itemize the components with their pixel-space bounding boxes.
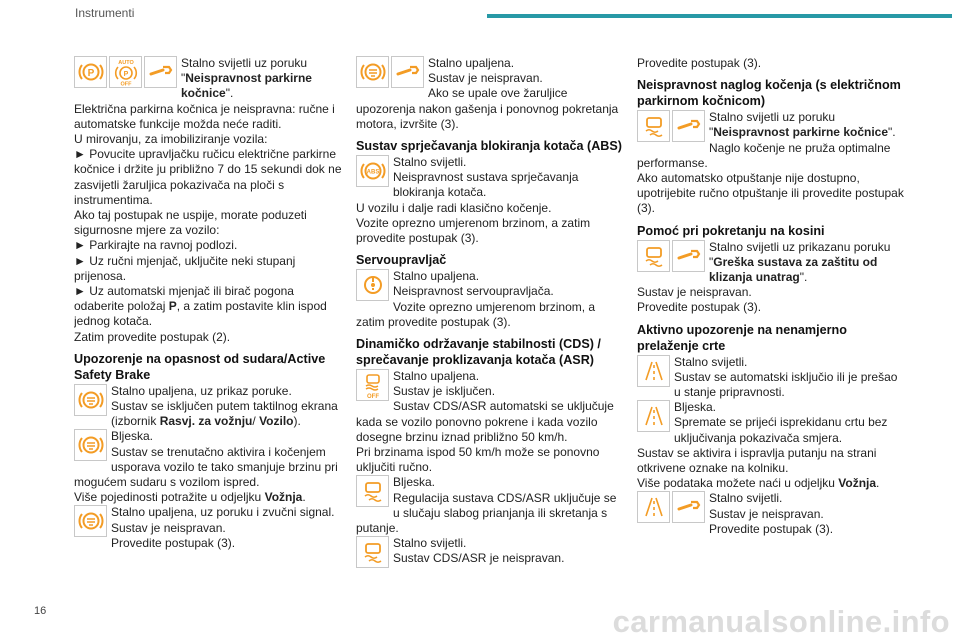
asb-fault-item: Stalno upaljena, uz poruku i zvučni signal. Sustav je neispravan. Provedite postupak (3). bbox=[74, 505, 342, 551]
lane-departure-icon bbox=[637, 400, 670, 432]
asb-flash-item: Bljeska. Sustav se trenutačno aktivira i kočenjem usporava vozilo te tako smanjuje brzinu pri mogućem sudaru s vozilom ispred. Više pojedinosti potražite u odjeljku Vožnja. bbox=[74, 429, 338, 505]
dsc-skid-icon bbox=[637, 110, 670, 142]
header-accent-bar bbox=[487, 14, 952, 18]
watermark: carmanualsonline.info bbox=[612, 604, 950, 639]
active-safety-brake-icon bbox=[74, 505, 107, 537]
wrench-icon bbox=[672, 240, 705, 272]
heading-lane-departure: Aktivno upozorenje na nenamjerno prelaženje crte bbox=[637, 322, 847, 353]
column-3 bbox=[637, 56, 905, 537]
svg-text:OFF: OFF bbox=[120, 81, 131, 86]
column-1 bbox=[74, 56, 342, 551]
column-2 bbox=[356, 56, 624, 569]
heading-collision-alert: Upozorenje na opasnost od sudara/Active Safety Brake bbox=[74, 351, 326, 382]
wrench-icon bbox=[672, 110, 705, 142]
dsc-flash-item: Bljeska. Regulacija sustava CDS/ASR uključuje se u slučaju slabog prianjanja ili skretanja s putanje. bbox=[356, 475, 617, 536]
dsc-off-item: OFF Stalno upaljena. Sustav je isključen. Sustav CDS/ASR automatski se uključuje kada se vozilo ponovno pokrene i kada vozilo dosegne brzinu iznad približno 50 km/h. Pri brzinama ispod 50 km/h može se ponovno uključiti ručno. bbox=[356, 369, 614, 475]
section-header: Instrumenti bbox=[75, 6, 135, 20]
page-number: 16 bbox=[34, 605, 47, 617]
lane-departure-icon bbox=[637, 355, 670, 387]
abs-item: ABS Stalno svijetli. Neispravnost sustava sprječavanja blokiranja kotača. U vozilu i dalje radi klasično kočenje. Vozite oprezno umjerenom brzinom, a zatim provedite postupak (3). bbox=[356, 155, 591, 246]
active-safety-brake-icon bbox=[74, 384, 107, 416]
epb-fault-item: P AUTO P OFF Stalno svijetli uz poruku "Neispravnost parkirne kočnice". Električna parkirna kočnica je neispravna: ručne i automatske funkcije možda neće raditi. U mirovanju, za imobiliziranje vozila: ► Povucite upravljačku ručicu električne parkirne kočnice i držite ju približno 7 do 15 sekundi dok ne zasvijetli žaruljica pokazivača na ploči s instrumentima. Ako taj postupak ne uspije, morate poduzeti sigurnosne mjere za vozilo: ► Parkirajte na ravnoj podlozi. ► Uz ručni mjenjač, uključite neki stupanj prijenosa. ► Uz automatski mjenjač ili birač pogona odaberite položaj P, a zatim postavite klin ispod jednog kotača. Zatim provedite postupak (2). bbox=[74, 56, 342, 344]
lane-departure-icon bbox=[637, 491, 670, 523]
parking-brake-p-icon bbox=[74, 56, 107, 88]
wrench-icon bbox=[144, 56, 177, 88]
dsc-skid-icon bbox=[356, 536, 389, 568]
lane-flash-item: Bljeska. Spremate se prijeći isprekidanu crtu bez uključivanja pokazivača smjera. Sustav se aktivira i ispravlja putanju na strani otkrivene oznake na kolniku. Više podataka možete naći u odjeljku Vožnja. bbox=[637, 400, 888, 491]
intro-text: Provedite postupak (3). bbox=[637, 56, 762, 70]
svg-text:OFF: OFF bbox=[366, 394, 379, 400]
svg-text:P: P bbox=[123, 71, 128, 78]
wrench-icon bbox=[391, 56, 424, 88]
active-safety-brake-icon bbox=[74, 429, 107, 461]
wrench-icon bbox=[672, 491, 705, 523]
dsc-fault-item: Stalno svijetli. Sustav CDS/ASR je neispravan. bbox=[356, 536, 624, 569]
dsc-skid-icon bbox=[637, 240, 670, 272]
asb-on-item: Stalno upaljena, uz prikaz poruke. Sustav se isključen putem taktilnog ekrana (izbornik Rasvj. za vožnju/ Vozilo). bbox=[74, 384, 342, 430]
heading-dsc-asr: Dinamičko održavanje stabilnosti (CDS) / sprečavanje proklizavanja kotača (ASR) bbox=[356, 337, 601, 368]
svg-text:ABS: ABS bbox=[366, 169, 379, 176]
brake-system-icon bbox=[356, 56, 389, 88]
heading-hill-start: Pomoć pri pokretanju na kosini bbox=[637, 223, 825, 238]
dsc-off-icon bbox=[356, 369, 389, 401]
brake-fault-item: Stalno upaljena. Sustav je neispravan. Ako se upale ove žaruljice upozorenja nakon gašenja i ponovnog pokretanja motora, izvršite (3). bbox=[356, 56, 619, 131]
abs-icon bbox=[356, 155, 389, 187]
heading-abs: Sustav sprječavanja blokiranja kotača (ABS) bbox=[356, 139, 622, 154]
svg-text:AUTO: AUTO bbox=[117, 60, 134, 66]
lane-standby-item: Stalno svijetli. Sustav se automatski isključio ili je prešao u stanje pripravnosti. bbox=[637, 355, 905, 401]
heading-power-steering: Servoupravljač bbox=[356, 253, 447, 268]
lane-fault-item: Stalno svijetli. Sustav je neispravan. Provedite postupak (3). bbox=[637, 491, 905, 537]
power-steering-item: Stalno upaljena. Neispravnost servoupravljača. Vozite oprezno umjerenom brzinom, a zatim provedite postupak (3). bbox=[356, 269, 596, 329]
dsc-skid-icon bbox=[356, 475, 389, 507]
hill-start-item: Stalno svijetli uz prikazanu poruku "Greška sustava za zaštitu od klizanja unatrag". Sustav je neispravan. Provedite postupak (3). bbox=[637, 239, 891, 315]
emergency-braking-item: Stalno svijetli uz poruku "Neispravnost parkirne kočnice". Naglo kočenje ne pruža optimalne performanse. Ako automatsko otpuštanje nije dostupno, upotrijebite ručno otpuštanje ili provedite postupak (3). bbox=[637, 110, 904, 216]
steering-wheel-warning-icon bbox=[356, 269, 389, 301]
svg-text:P: P bbox=[87, 68, 94, 79]
auto-off-icon bbox=[109, 56, 142, 88]
heading-emergency-braking: Neispravnost naglog kočenja (s električnom parkirnom kočnicom) bbox=[637, 78, 901, 109]
